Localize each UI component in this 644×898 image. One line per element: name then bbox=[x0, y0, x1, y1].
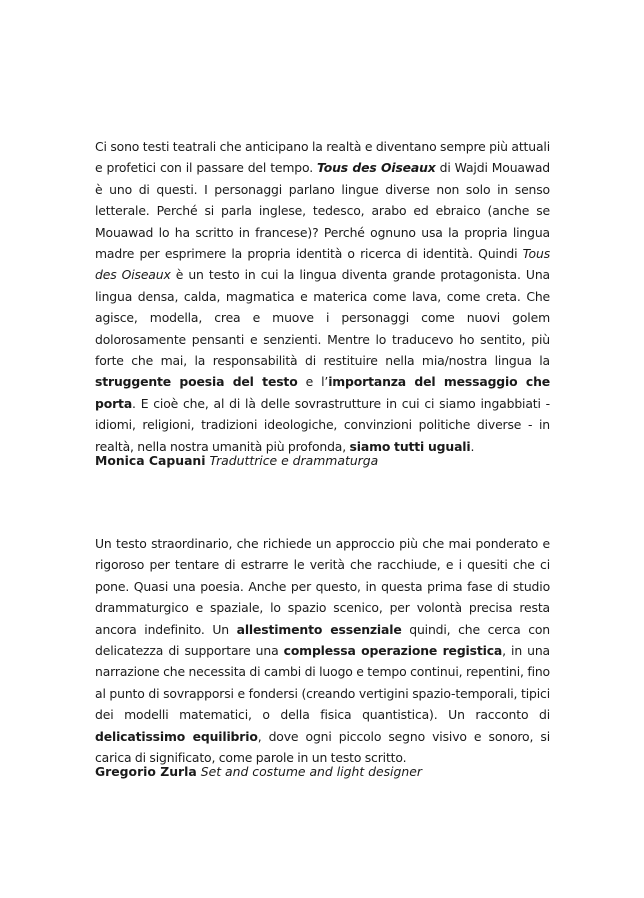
bold-phrase: complessa operazione registica bbox=[283, 643, 503, 659]
italic-phrase: Tous des Oiseaux bbox=[95, 246, 550, 283]
bold-italic-phrase: Tous des Oiseaux bbox=[317, 160, 436, 176]
text-run: e l’ bbox=[297, 374, 329, 390]
statement-paragraph bbox=[95, 533, 550, 768]
text-run: di Wajdi Mouawad è uno di questi. I personaggi parlano lingue diverse non solo in senso letterale. Perché si parla inglese, tedesco, arabo ed ebraico (anche se Mouawad lo ha scritto in francese)? Perché ognuno usa la propria lingua madre per esprimere la propria identità o ricerca di identità. Quindi bbox=[95, 160, 550, 262]
text-run: è un testo in cui la lingua diventa grande protagonista. Una lingua densa, calda, magmatica e materica come lava, come creta. Che agisce, modella, crea e muove i personaggi come nuovi golem dolorosamente pensanti e senzienti. Mentre lo traducevo ho sentito, più forte che mai, la responsabilità di restituire nella mia/nostra lingua la bbox=[95, 267, 550, 369]
text-run: Un testo straordinario, che richiede un approccio più che mai ponderato e rigoroso per tentare di estrarre le verità che racchiude, e i quesiti che ci pone. Quasi una poesia. Anche per questo, in questa prima fase di studio drammaturgico e spaziale, lo spazio scenico, per volontà precisa resta ancora indefinito. Un bbox=[95, 536, 550, 637]
bold-phrase: siamo tutti uguali bbox=[349, 438, 471, 454]
designer-statement bbox=[95, 533, 550, 768]
text-run: . E cioè che, al di là delle sovrastrutture in cui ci siamo ingabbiati - idiomi, religioni, tradizioni ideologiche, convinzioni politiche diverse - in realtà, nella nostra umanità più profonda, bbox=[95, 395, 550, 454]
bold-phrase: importanza del messaggio che porta bbox=[95, 374, 550, 411]
author-signature bbox=[95, 450, 550, 471]
text-run: Ci sono testi teatrali che anticipano la realtà e diventano sempre più attuali e profetici con il passare del tempo. bbox=[95, 139, 550, 176]
statement-paragraph bbox=[95, 136, 550, 457]
translator-statement bbox=[95, 136, 550, 457]
text-run: quindi, che cerca con delicatezza di supportare una bbox=[95, 621, 550, 659]
text-run: , in una narrazione che necessita di cambi di luogo e tempo continui, repentini, fino al punto di sovrapporsi e fondersi (creando vertigini spazio-temporali, tipici dei modelli matematici, o della fisica quantistica). Un racconto di bbox=[95, 643, 550, 723]
bold-phrase: allestimento essenziale bbox=[236, 621, 402, 637]
author-role: Traduttrice e drammaturga bbox=[209, 453, 379, 468]
text-run: , dove ogni piccolo segno visivo e sonoro, si carica di significato, come parole in un testo scritto. bbox=[95, 728, 550, 766]
author-signature bbox=[95, 761, 550, 782]
author-name: Gregorio Zurla bbox=[95, 764, 197, 779]
author-role: Set and costume and light designer bbox=[200, 764, 422, 779]
author-name: Monica Capuani bbox=[95, 453, 206, 468]
text-run: . bbox=[470, 438, 475, 454]
bold-phrase: delicatissimo equilibrio bbox=[95, 728, 258, 744]
bold-phrase: struggente poesia del testo bbox=[95, 374, 298, 390]
